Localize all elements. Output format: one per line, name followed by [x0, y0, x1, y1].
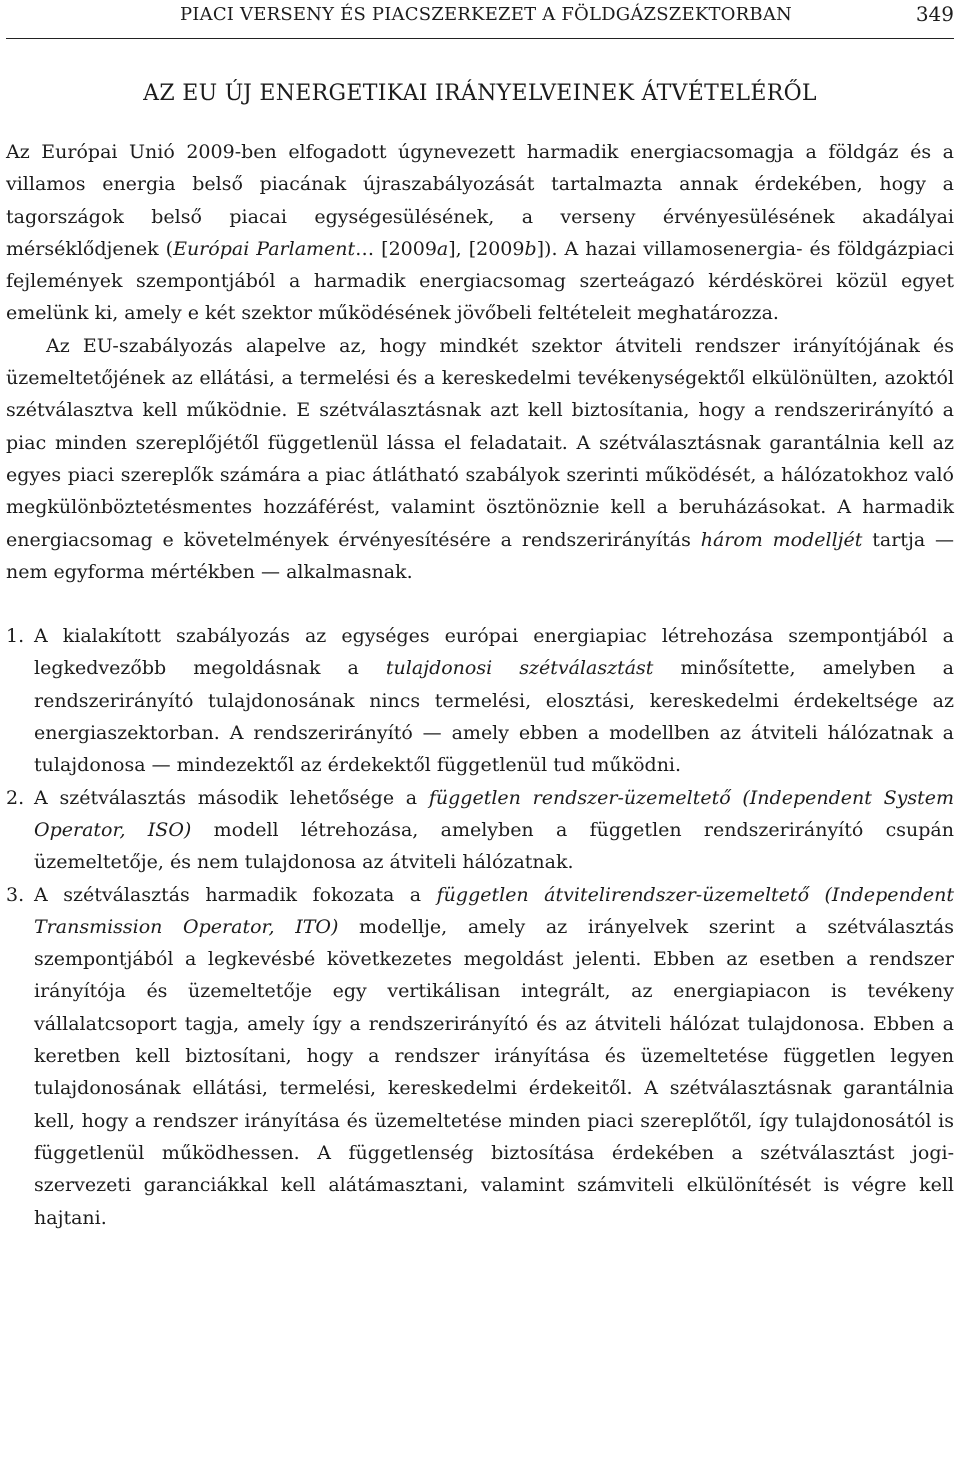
list-number: 2.	[6, 786, 25, 809]
list-number: 1.	[6, 625, 25, 648]
paragraph-intro: Az Európai Unió 2009-ben elfogadott úgynevezett harmadik energiacsomagja a földgáz és a villamos energia belső piacának újraszabályozását tartalmazta annak érdekében, hogy a tagországok belső piacai egységesülésének, a verseny érvényesülésének akadályai mérséklődjenek (Európai Parlament… [2009a], [2009b]). A hazai villamosenergia- és földgázpiaci fejlemények szempontjából a harmadik energiacsomag szerteágazó kérdéskörei közül egyet emelünk ki, amely e két szektor működésének jövőbeli feltételeit meghatározza.	[6, 141, 954, 325]
document-page	[6, 0, 954, 1234]
citation-author: Európai Parlament	[173, 237, 356, 260]
running-title: PIACI VERSENY ÉS PIACSZERKEZET A FÖLDGÁZSZEKTORBAN	[180, 4, 792, 25]
list-item: 3. A szétválasztás harmadik fokozata a független átvitelirendszer-üzemeltető (Independent Transmission Operator, ITO) modellje, amely az irányelvek szerint a szétválasztás szempontjából a legkevésbé következetes megoldást jelenti. Ebben az esetben a rendszer irányítója és üzemeltetője egy vertikálisan integrált, az energiapiacon is tevékeny vállalatcsoport tagja, amely így a rendszerirányító és az átviteli hálózat tulajdonosa. Ebben a keretben kell biztosítani, hogy a rendszer irányítása és üzemeltetése független legyen tulajdonosának ellátási, termelési, kereskedelmi érdekeitől. A szétválasztásnak garantálnia kell, hogy a rendszer irányítása és üzemeltetése minden piaci szereplőtől, így tulajdonosától is függetlenül működhessen. A függetlenség biztosítása érdekében a szétválasztást jogi-szervezeti garanciákkal kell alátámasztani, valamint számviteli elkülönítését is végre kell hajtani.	[6, 879, 954, 1234]
list-number: 3.	[6, 883, 25, 906]
list-item: 2. A szétválasztás második lehetősége a független rendszer-üzemeltető (Independent System Operator, ISO) modell létrehozása, amelyben a független rendszerirányító csupán üzemeltetője, és nem tulajdonosa az átviteli hálózatnak.	[6, 782, 954, 879]
running-header	[6, 0, 954, 39]
body-text	[6, 136, 954, 1234]
section-title: AZ EU ÚJ ENERGETIKAI IRÁNYELVEINEK ÁTVÉTELÉRŐL	[143, 81, 817, 106]
model-list	[6, 620, 954, 1234]
paragraph-principle: Az EU-szabályozás alapelve az, hogy mindkét szektor átviteli rendszer irányítójának és üzemeltetőjének az ellátási, a termelési és a kereskedelmi tevékenységektől elkülönülten, azoktól szétválasztva kell működnie. E szétválasztásnak azt kell biztosítania, hogy a rendszerirányító a piac minden szereplőjétől függetlenül lássa el feladatait. A szétválasztásnak garantálnia kell az egyes piaci szereplők számára a piac átlátható szabályok szerinti működését, a hálózatokhoz való megkülönböztetésmentes hozzáférést, valamint ösztönöznie kell a beruházásokat. A harmadik energiacsomag e követelmények érvényesítésére a rendszerirányítás három modelljét tartja — nem egyforma mértékben — alkalmasnak.	[6, 334, 954, 583]
list-item: 1. A kialakított szabályozás az egységes európai energiapiac létrehozása szempontjából a legkedvezőbb megoldásnak a tulajdonosi szétválasztást minősítette, amelyben a rendszerirányító tulajdonosának nincs termelési, elosztási, kereskedelmi érdekeltsége az energiaszektorban. A rendszerirányító — amely ebben a modellben az átviteli hálózatnak a tulajdonosa — mindezektől az érdekektől függetlenül tud működni.	[6, 620, 954, 781]
page-number: 349	[915, 2, 954, 26]
